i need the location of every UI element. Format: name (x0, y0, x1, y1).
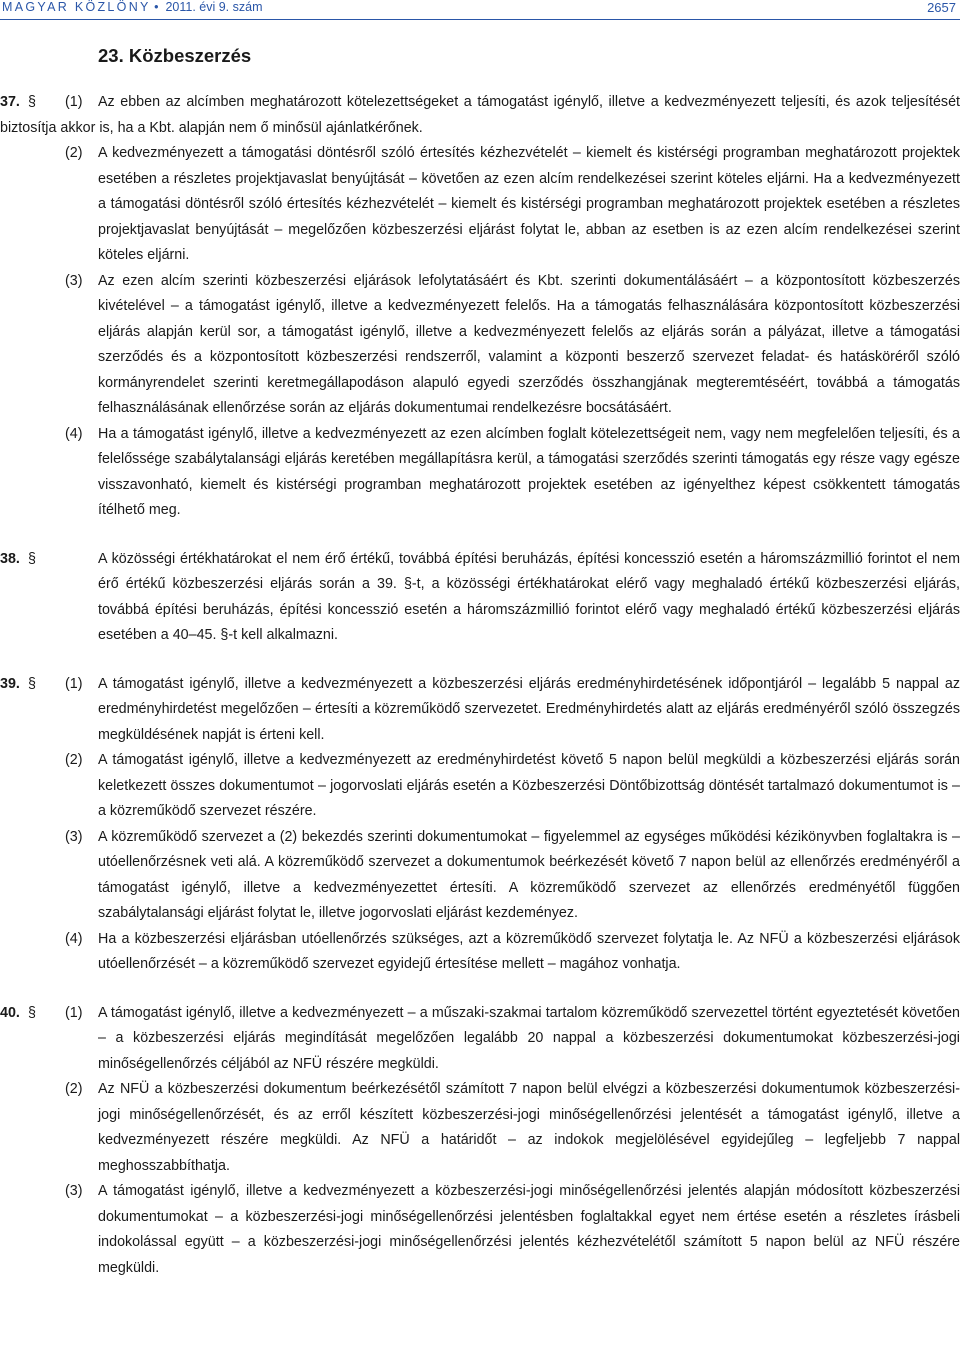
section-sign: § (28, 1004, 36, 1021)
subsection-number: (1) (65, 94, 83, 110)
subsection-number: (4) (65, 930, 83, 947)
page-header (0, 0, 960, 16)
subsection (0, 927, 960, 978)
subsection-text: A támogatást igénylő, illetve a kedvezményezett az eredményhirdetést követő 5 napon belül megküldi a közbeszerzési eljárás során keletkezett összes dokumentumot – jogorvoslati eljárás esetén a Közbeszerzési Döntőbizottság döntését tartalmazó dokumentumot is – a közreműködő szervezet részére. (98, 752, 960, 819)
running-head: MAGYAR KÖZLÖNY • 2011. évi 9. szám (2, 0, 263, 14)
paragraph-40 (0, 1001, 960, 1282)
paragraph-number: 40. (0, 1004, 20, 1021)
subsection-number: (3) (65, 1183, 83, 1199)
subsection-number: (2) (65, 145, 83, 161)
subsection-text: A támogatást igénylő, illetve a kedvezményezett a közbeszerzési eljárás eredményhirdetésének időpontjáról – legalább 5 nappal az eredményhirdetést megelőzően – értesíti a közreműködő szervezetet. Eredményhirdetés alatt az eljárás eredményéről szóló összegzés megküldésének napját is érteni kell. (98, 675, 960, 743)
subsection (0, 825, 960, 927)
subsection-number: (4) (65, 425, 83, 442)
paragraph-37 (0, 90, 960, 524)
issue-date: 2011. évi 9. szám (165, 0, 263, 14)
paragraph-39 (0, 672, 960, 978)
section-sign: § (28, 94, 36, 110)
subsection-text: Az ebben az alcímben meghatározott kötelezettségeket a támogatást igénylő, illetve a kedvezményezett teljesíti, és azok teljesítését biztosítja akkor is, ha a Kbt. alapján nem ő minősül ajánlatkérőnek. (0, 94, 960, 136)
subsection-number: (1) (65, 675, 83, 692)
paragraph-38 (0, 547, 960, 649)
subsection (0, 1001, 960, 1078)
subsection-text: A támogatást igénylő, illetve a kedvezményezett a közbeszerzési-jogi minőségellenőrzési jelentés alapján módosított közbeszerzési dokumentumokat – a közbeszerzési-jogi minőségellenőrzési jelentésben foglaltakkal egyet nem értése esetén a részletes írásbeli indokolással együtt – a közbeszerzési-jogi minőségellenőrzési jelentés kézhezvételétől számított 5 napon belül az NFÜ részére megküldi. (98, 1183, 960, 1276)
publication-name: MAGYAR KÖZLÖNY (2, 0, 151, 14)
section-title: 23. Közbeszerzés (98, 45, 252, 66)
section-sign: § (28, 675, 36, 692)
subsection (0, 672, 960, 749)
subsection-number: (3) (65, 828, 83, 845)
subsection-text: Az ezen alcím szerinti közbeszerzési eljárások lefolytatásáért és Kbt. szerinti dokumentálásáért – a központosított közbeszerzés kivételével – a támogatást igénylő, illetve a kedvezményezett felelős. Ha a támogatás felhasználására központosított közbeszerzési eljárás alapján kerül sor, a támogatást igénylő, illetve a kedvezményezett felelős az eljárás során a pályázat, illetve a támogatási szerződés és a központosított közbeszerzési rendszerről, valamint a központi beszerző szervezet feladat- és hatásköréről szóló kormányrendelet szerinti keretmegállapodáson alapuló egyedi szerződés összhangjának megteremtéséért, továbbá a támogatás felhasználásának ellenőrzése során az eljárás dokumentumai rendelkezésre bocsátásáért. (98, 272, 960, 416)
subsection-text: Ha a közbeszerzési eljárásban utóellenőrzés szükséges, azt a közreműködő szervezet folytatja le. Az NFÜ a közbeszerzési eljárások utóellenőrzését – a közreműködő szervezet egyidejű értesítése mellett – magához vonhatja. (98, 930, 960, 972)
subsection (0, 547, 960, 649)
subsection-number: (3) (65, 272, 83, 289)
subsection-text: A támogatást igénylő, illetve a kedvezményezett – a műszaki-szakmai tartalom közreműködő szervezettel történt egyeztetését követően – a közbeszerzési eljárás megindítását megelőzően legalább 20 nappal a közbeszerzési dokumentumokat közbeszerzési-jogi minőségellenőrzés céljából az NFÜ részére megküldi. (98, 1004, 960, 1072)
subsection (0, 422, 960, 524)
subsection (0, 141, 960, 269)
paragraph-number: 37. (0, 94, 20, 110)
subsection-number: (2) (65, 1081, 83, 1097)
subsection (0, 748, 960, 825)
subsection-number: (2) (65, 752, 83, 768)
subsection (0, 1077, 960, 1179)
spacer (0, 524, 960, 547)
subsection (0, 269, 960, 422)
paragraph-number: 38. (0, 550, 20, 567)
spacer (0, 649, 960, 672)
paragraph-number: 39. (0, 675, 20, 692)
header-rule (0, 19, 960, 20)
spacer (0, 978, 960, 1001)
subsection-text: A közösségi értékhatárokat el nem érő értékű, továbbá építési beruházás, építési koncesszió esetén a háromszázmillió forintot el nem érő értékű közbeszerzési eljárás során a 39. §-t, a közösségi értékhatárokat elérő vagy meghaladó értékű közbeszerzési eljárás, továbbá építési beruházás, építési koncesszió esetén a háromszázmillió forintot elérő vagy meghaladó értékű közbeszerzési eljárás esetében a 40–45. §-t kell alkalmazni. (98, 550, 960, 643)
subsection-number: (1) (65, 1004, 83, 1021)
subsection-text: Az NFÜ a közbeszerzési dokumentum beérkezésétől számított 7 napon belül elvégzi a közbeszerzési dokumentumok közbeszerzési-jogi minőségellenőrzését, és az erről készített közbeszerzési-jogi minőségellenőrzési jelentését a támogatást igénylő, illetve a kedvezményezett részére megküldi. Az NFÜ a határidőt – az indokok megjelölésével egyidejűleg – legfeljebb 7 nappal meghosszabbíthatja. (98, 1081, 960, 1174)
subsection-text: Ha a támogatást igénylő, illetve a kedvezményezett az ezen alcímben foglalt kötelezettségeit nem, vagy nem megfelelően teljesíti, és a felelőssége szabálytalansági eljárás keretében megállapításra kerül, a támogatási szerződés szerinti támogatás egy része vagy egésze visszavonható, kiemelt és kistérségi programban meghatározott projektek esetében az igényelthez képest csökkentett támogatás ítélhető meg. (98, 425, 960, 518)
document-body (0, 90, 960, 1281)
page-number: 2657 (927, 0, 956, 15)
subsection-text: A kedvezményezett a támogatási döntésről szóló értesítés kézhezvételét – kiemelt és kistérségi programban meghatározott projektek esetében a részletes projektjavaslat benyújtását – követően az ezen alcím rendelkezései szerint köteles eljárni. Ha a kedvezményezett a támogatási döntésről szóló értesítés kézhezvételét – kiemelt és kistérségi programban meghatározott projektek esetében a részletes projektjavaslat benyújtását – megelőzően közbeszerzési eljárást folytat le, abban az esetben is az ezen alcím rendelkezései szerint köteles eljárni. (98, 145, 960, 263)
subsection (0, 90, 960, 141)
subsection (0, 1179, 960, 1281)
subsection-text: A közreműködő szervezet a (2) bekezdés szerinti dokumentumokat – figyelemmel az egységes működési kézikönyvben foglaltakra is – utóellenőrzésnek veti alá. A közreműködő szervezet a dokumentumok beérkezését követő 7 napon belül az ellenőrzés eredményéről a támogatást igénylő, illetve a kedvezményezettet értesíti. A közreműködő szervezet az ellenőrzés eredményétől függően szabálytalansági eljárást folytat le, illetve jogorvoslati eljárást kezdeményez. (98, 828, 960, 921)
section-sign: § (28, 550, 36, 567)
